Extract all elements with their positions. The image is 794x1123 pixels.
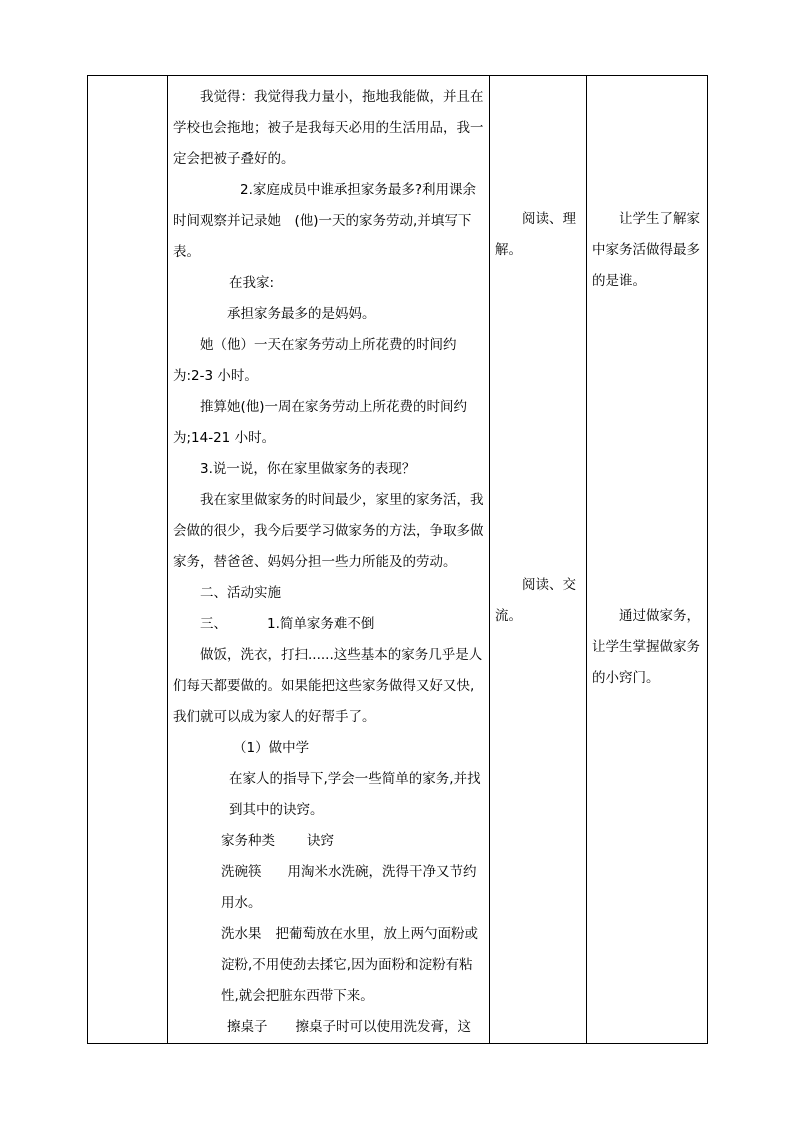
subsection-title: 1.简单家务难不倒 xyxy=(267,616,375,632)
table-row xyxy=(88,76,708,1044)
chore-table-header xyxy=(173,826,484,857)
chore-type: 擦桌子 xyxy=(227,1019,268,1035)
chore-type-header: 家务种类 xyxy=(221,833,275,849)
blank-column-cell xyxy=(88,76,168,1044)
content-paragraph: 我在家里做家务的时间最少，家里的家务活，我会做的很少，我今后要学习做家务的方法，争取多做家务，替爸爸、妈妈分担一些力所能及的劳动。 xyxy=(173,492,484,570)
content-paragraph: 3.说一说，你在家里做家务的表现？ xyxy=(200,461,416,477)
content-paragraph: 我觉得：我觉得我力量小，拖地我能做，并且在学校也会拖地；被子是我每天必用的生活用品，我一定会把被子叠好的。 xyxy=(173,89,484,167)
section-number: 三、 xyxy=(200,616,227,632)
lesson-plan-table xyxy=(87,75,708,1044)
chore-type: 洗碗筷 xyxy=(221,864,262,880)
chore-item xyxy=(173,857,484,919)
chore-tip: 用淘米水洗碗，洗得干净又节约用水。 xyxy=(221,864,477,911)
student-activity: 阅读、交流。 xyxy=(495,577,576,624)
chore-item xyxy=(173,919,484,1012)
tip-header: 诀窍 xyxy=(307,833,334,849)
chore-item xyxy=(173,1012,484,1043)
section-heading: 二、活动实施 xyxy=(200,585,281,601)
teaching-content xyxy=(168,76,489,1043)
chore-type: 洗水果 xyxy=(221,926,262,942)
chore-tip: 把葡萄放在水里，放上两勺面粉或淀粉,不用使劲去揉它,因为面粉和淀粉有粘性,就会把脏东西带下来。 xyxy=(221,926,478,1004)
content-paragraph: （1）做中学 xyxy=(233,740,310,756)
chore-tip: 擦桌子时可以使用洗发膏，这 xyxy=(295,1019,471,1035)
design-purpose-cell xyxy=(587,76,708,1044)
student-activity: 阅读、理解。 xyxy=(495,211,576,258)
content-paragraph: 她（他）一天在家务劳动上所花费的时间约为:2-3 小时。 xyxy=(173,337,457,384)
content-paragraph: 在家人的指导下,学会一些简单的家务,并找到其中的诀窍。 xyxy=(229,771,481,818)
content-paragraph: 在我家: xyxy=(229,275,275,291)
content-paragraph: 推算她(他)一周在家务劳动上所花费的时间约为;14-21 小时。 xyxy=(173,399,468,446)
section-heading xyxy=(173,609,484,640)
design-purpose: 通过做家务，让学生掌握做家务的小窍门。 xyxy=(592,608,700,686)
content-paragraph: 承担家务最多的是妈妈。 xyxy=(227,306,376,322)
student-activity-cell xyxy=(490,76,587,1044)
teaching-content-cell xyxy=(168,76,490,1044)
design-purpose: 让学生了解家中家务活做得最多的是谁。 xyxy=(592,211,700,289)
content-paragraph: 做饭，洗衣，打扫......这些基本的家务几乎是人们每天都要做的。如果能把这些家务做得又好又快,我们就可以成为家人的好帮手了。 xyxy=(173,647,483,725)
content-paragraph: 2.家庭成员中谁承担家务最多?利用课余时间观察并记录她 (他)一天的家务劳动,并填写下表。 xyxy=(173,182,477,260)
